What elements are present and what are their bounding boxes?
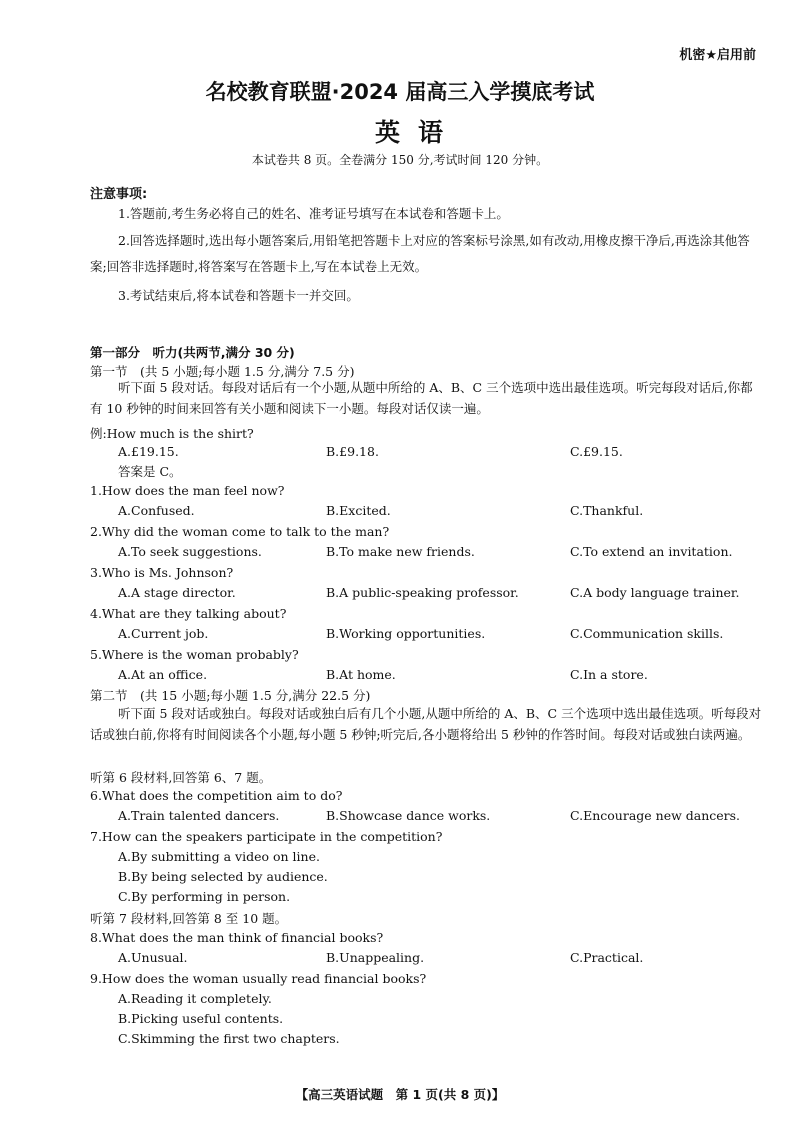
notice-heading: 注意事项: — [90, 187, 148, 202]
example-question: 例:How much is the shirt? — [90, 426, 254, 441]
q3-option-b: B.A public-speaking professor. — [326, 585, 519, 600]
question-5: 5.Where is the woman probably? — [90, 647, 299, 662]
question-4: 4.What are they talking about? — [90, 606, 287, 621]
section1-instructions: 听下面 5 段对话。每段对话后有一个小题,从题中所给的 A、B、C 三个选项中选出最佳选项。听完每段对话后,你都有 10 秒钟的时间来回答有关小题和阅读下一小题。每段对话仅读一遍。 — [90, 380, 753, 416]
q9-option-a: A.Reading it completely. — [118, 991, 272, 1006]
q6-option-a: A.Train talented dancers. — [118, 808, 280, 823]
notice-item-2: 2.回答选择题时,选出每小题答案后,用铅笔把答题卡上对应的答案标号涂黑,如有改动,用橡皮擦干净后,再选涂其他答案;回答非选择题时,将答案写在答题卡上,写在本试卷上无效。 — [90, 233, 750, 274]
notice-item-3: 3.考试结束后,将本试卷和答题卡一并交回。 — [118, 288, 359, 303]
confidential-label: 机密★启用前 — [679, 48, 756, 63]
question-2: 2.Why did the woman come to talk to the man? — [90, 524, 390, 539]
q1-option-b: B.Excited. — [326, 503, 391, 518]
q3-option-a: A.A stage director. — [118, 585, 236, 600]
q3-option-c: C.A body language trainer. — [570, 585, 740, 600]
q4-option-c: C.Communication skills. — [570, 626, 724, 641]
q2-option-c: C.To extend an invitation. — [570, 544, 733, 559]
exam-description: 本试卷共 8 页。全卷满分 150 分,考试时间 120 分钟。 — [251, 153, 549, 167]
question-3: 3.Who is Ms. Johnson? — [90, 565, 234, 580]
q1-option-a: A.Confused. — [118, 503, 195, 518]
q2-option-b: B.To make new friends. — [326, 544, 475, 559]
example-option-b: B.£9.18. — [326, 444, 379, 459]
q8-option-b: B.Unappealing. — [326, 950, 425, 965]
q5-option-b: B.At home. — [326, 667, 396, 682]
q4-option-a: A.Current job. — [118, 626, 209, 641]
q6-option-b: B.Showcase dance works. — [326, 808, 491, 823]
q7-option-b: B.By being selected by audience. — [118, 869, 328, 884]
notice-item-1: 1.答题前,考生务必将自己的姓名、准考证号填写在本试卷和答题卡上。 — [118, 206, 509, 221]
question-8: 8.What does the man think of financial books? — [90, 930, 384, 945]
question-1: 1.How does the man feel now? — [90, 483, 285, 498]
exam-title: 名校教育联盟·2024 届高三入学摸底考试 — [205, 80, 595, 104]
example-answer: 答案是 C。 — [118, 464, 182, 479]
q5-option-a: A.At an office. — [118, 667, 208, 682]
question-6: 6.What does the competition aim to do? — [90, 788, 343, 803]
section1-title: 第一节 (共 5 小题;每小题 1.5 分,满分 7.5 分) — [90, 364, 355, 379]
q4-option-b: B.Working opportunities. — [326, 626, 486, 641]
q8-option-c: C.Practical. — [570, 950, 644, 965]
q5-option-c: C.In a store. — [570, 667, 648, 682]
example-option-c: C.£9.15. — [570, 444, 623, 459]
question-7: 7.How can the speakers participate in the competition? — [90, 829, 443, 844]
q7-option-a: A.By submitting a video on line. — [118, 849, 320, 864]
q9-option-b: B.Picking useful contents. — [118, 1011, 284, 1026]
material-7-heading: 听第 7 段材料,回答第 8 至 10 题。 — [90, 911, 288, 926]
example-option-a: A.£19.15. — [118, 444, 179, 459]
q1-option-c: C.Thankful. — [570, 503, 644, 518]
part1-title: 第一部分 听力(共两节,满分 30 分) — [90, 345, 295, 360]
q2-option-a: A.To seek suggestions. — [118, 544, 262, 559]
material-6-heading: 听第 6 段材料,回答第 6、7 题。 — [90, 770, 272, 785]
question-9: 9.How does the woman usually read financial books? — [90, 971, 427, 986]
section2-instructions: 听下面 5 段对话或独白。每段对话或独白后有几个小题,从题中所给的 A、B、C 三个选项中选出最佳选项。听每段对话或独白前,你将有时间阅读各个小题,每小题 5 秒钟;听完后,各小题将给出 5 秒钟的作答时间。每段对话或独白读两遍。 — [90, 706, 762, 742]
q6-option-c: C.Encourage new dancers. — [570, 808, 741, 823]
subject-title: 英语 — [374, 118, 461, 147]
section2-title: 第二节 (共 15 小题;每小题 1.5 分,满分 22.5 分) — [90, 688, 371, 703]
q8-option-a: A.Unusual. — [118, 950, 188, 965]
q9-option-c: C.Skimming the first two chapters. — [118, 1031, 340, 1046]
q7-option-c: C.By performing in person. — [118, 889, 291, 904]
page-footer: 【高三英语试题 第 1 页(共 8 页)】 — [295, 1087, 505, 1102]
